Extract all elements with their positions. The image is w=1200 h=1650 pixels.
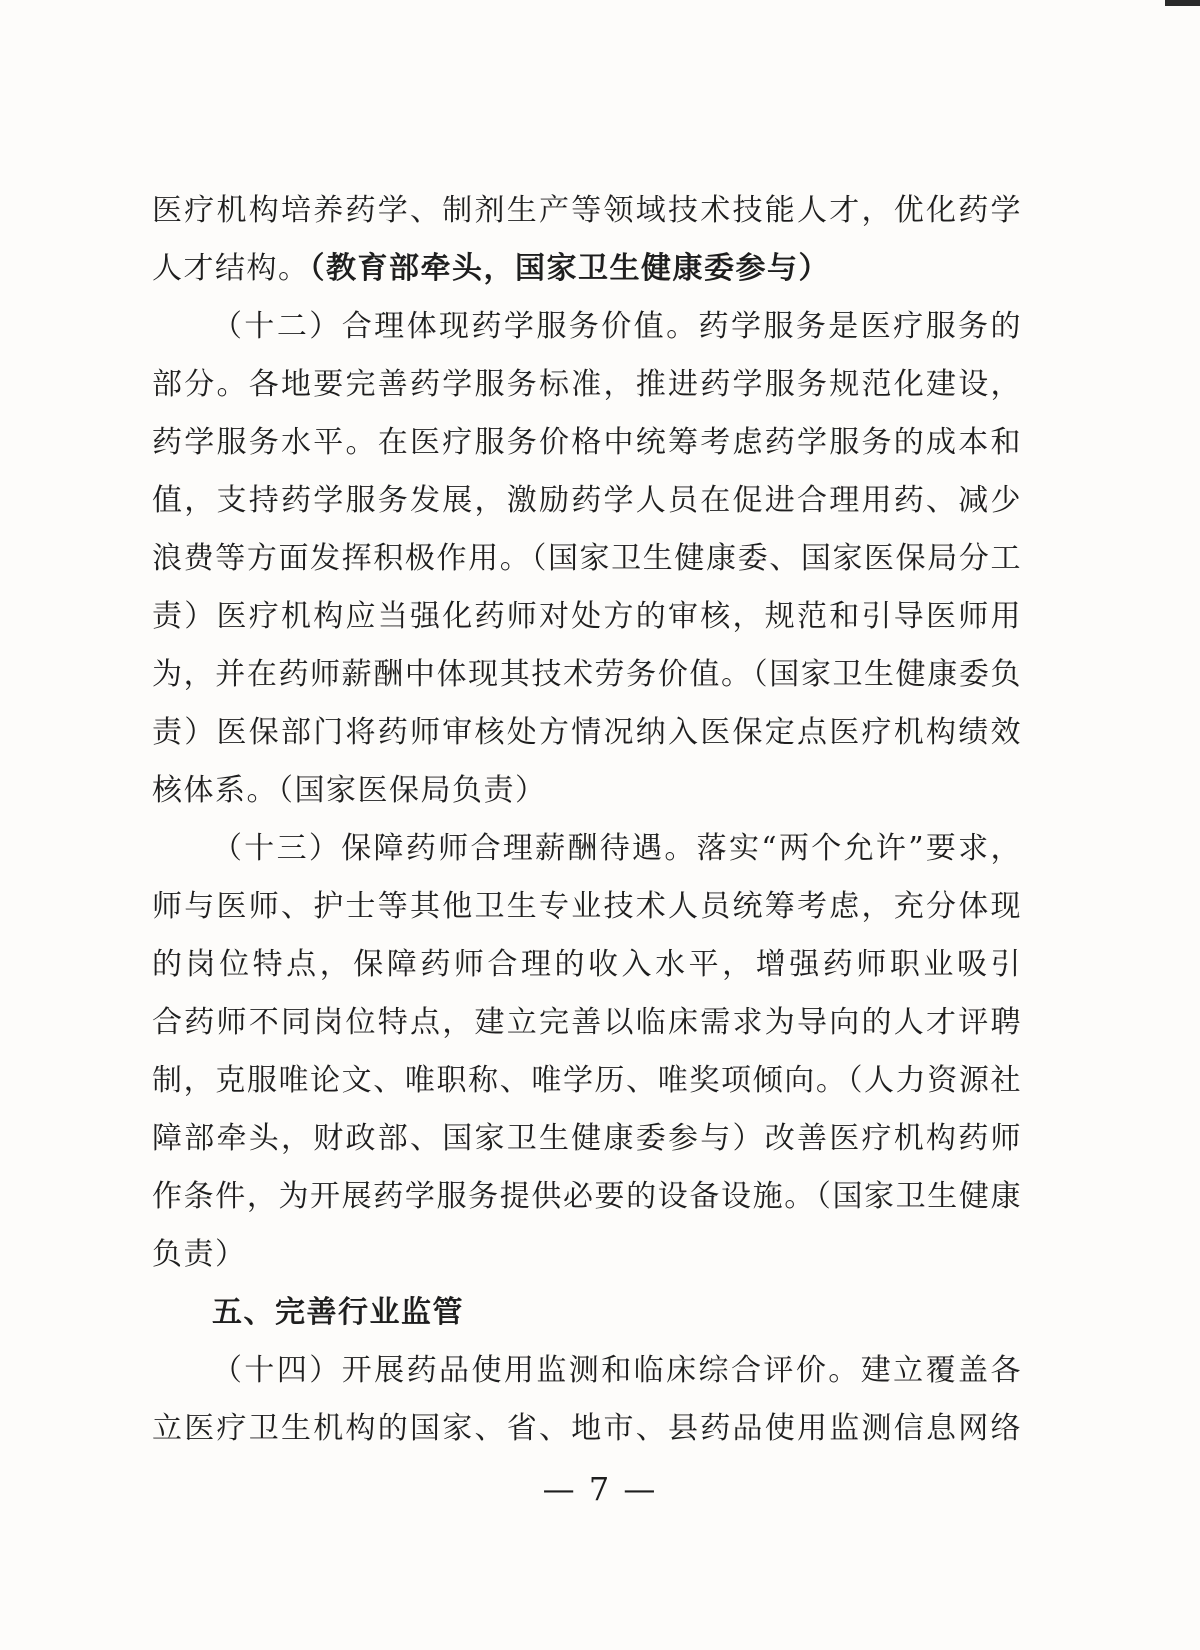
text-line: 药学服务水平。在医疗服务价格中统筹考虑药学服务的成本和 (152, 425, 1022, 460)
text-line: 为，并在药师薪酬中体现其技术劳务价值。（国家卫生健康委负 (152, 657, 1022, 692)
text-line: 值，支持药学服务发展，激励药学人员在促进合理用药、减少 (152, 483, 1022, 518)
text-line-part: 人才结构。 (152, 251, 310, 286)
scan-edge-mark (1165, 0, 1200, 6)
body-text (152, 182, 1022, 1458)
text-line: 核体系。（国家医保局负责） (152, 773, 547, 808)
section-heading: 五、完善行业监管 (212, 1295, 464, 1330)
text-line: 作条件，为开展药学服务提供必要的设备设施。（国家卫生健康 (152, 1179, 1022, 1214)
text-line: 师与医师、护士等其他卫生专业技术人员统筹考虑，充分体现 (152, 889, 1022, 924)
text-line: 负责） (152, 1237, 247, 1272)
text-line: （十三）保障药师合理薪酬待遇。落实“两个允许”要求， (212, 831, 1022, 866)
text-line: 制，克服唯论文、唯职称、唯学历、唯奖项倾向。（人力资源社 (152, 1063, 1022, 1098)
text-line: 障部牵头，财政部、国家卫生健康委参与）改善医疗机构药师 (152, 1121, 1022, 1156)
text-line: 浪费等方面发挥积极作用。（国家卫生健康委、国家医保局分工 (152, 541, 1022, 576)
text-line: 责）医保部门将药师审核处方情况纳入医保定点医疗机构绩效 (152, 715, 1022, 750)
text-line: （十二）合理体现药学服务价值。药学服务是医疗服务的 (212, 309, 1022, 344)
text-line: 医疗机构培养药学、制剂生产等领域技术技能人才，优化药学 (152, 193, 1022, 228)
text-line: 的岗位特点，保障药师合理的收入水平，增强药师职业吸引 (152, 947, 1022, 982)
text-line (152, 240, 1022, 298)
responsibility-note: （教育部牵头，国家卫生健康委参与） (309, 251, 830, 286)
text-line: 部分。各地要完善药学服务标准，推进药学服务规范化建设， (152, 367, 1022, 402)
text-line: 立医疗卫生机构的国家、省、地市、县药品使用监测信息网络 (152, 1411, 1022, 1446)
text-line: 合药师不同岗位特点，建立完善以临床需求为导向的人才评聘 (152, 1005, 1022, 1040)
text-line: （十四）开展药品使用监测和临床综合评价。建立覆盖各 (212, 1353, 1022, 1388)
text-line: 责）医疗机构应当强化药师对处方的审核，规范和引导医师用 (152, 599, 1022, 634)
page-number: — 7 — (542, 1470, 658, 1508)
